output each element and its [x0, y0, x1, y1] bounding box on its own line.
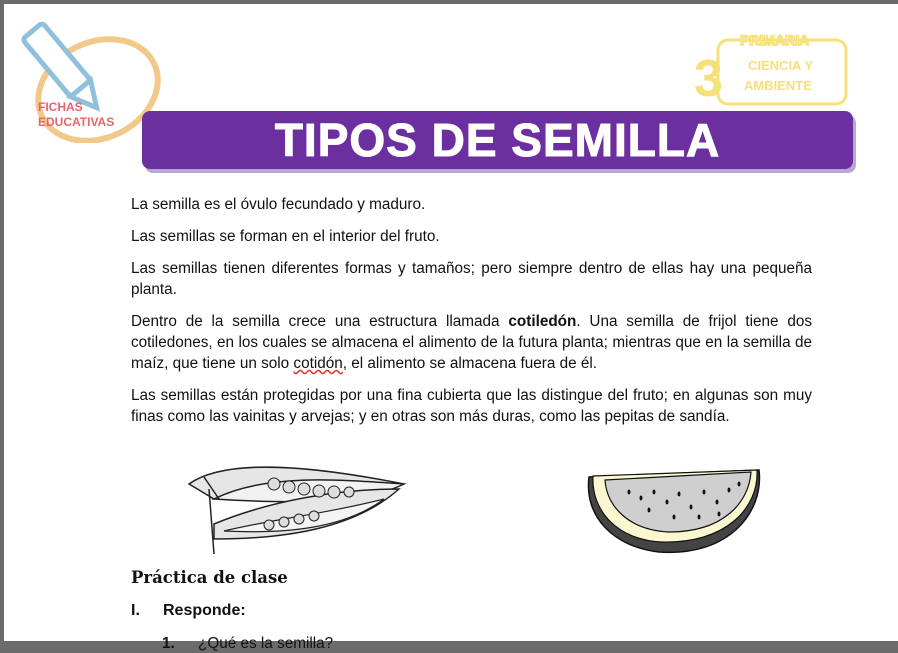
paragraph: Las semillas tienen diferentes formas y tamaños; pero siempre dentro de ellas hay una pequeña planta. — [131, 260, 812, 298]
svg-text:3: 3 — [694, 50, 723, 108]
misspelled-word[interactable]: cotidón — [293, 355, 343, 372]
paragraph: Las semillas se forman en el interior del fruto. — [131, 228, 440, 245]
paragraph — [131, 311, 812, 374]
question-1 — [162, 635, 333, 653]
paragraph: Las semillas están protegidas por una fina cubierta que las distingue del fruto; en algunas son muy finas como las vainitas y arvejas; y en otras son más duras, como las pepitas de sandía. — [131, 387, 812, 425]
document-page — [4, 4, 898, 652]
section-number: I. — [131, 602, 140, 619]
svg-text:PRIMARIA: PRIMARIA — [740, 32, 810, 48]
text: Dentro de la semilla crece una estructura llamada — [131, 313, 509, 330]
practice-heading: Práctica de clase — [131, 568, 288, 587]
watermelon-slice-illustration — [579, 462, 769, 557]
grade-badge — [692, 32, 852, 108]
question-text: ¿Qué es la semilla? — [198, 635, 334, 652]
text: , el alimento se almacena fuera de él. — [342, 355, 597, 372]
section-respond — [131, 602, 246, 620]
svg-text:AMBIENTE: AMBIENTE — [744, 78, 812, 93]
document-body — [131, 194, 812, 438]
section-label: Responde: — [163, 602, 246, 619]
paragraph: La semilla es el óvulo fecundado y maduro. — [131, 196, 426, 213]
pea-pod-illustration — [184, 459, 414, 559]
text: . Una semilla de frijol tiene dos cotiledones, en los cuales se almacena el alimento de la futura planta; mientras que en la semilla de maíz, que tiene un solo — [131, 313, 812, 372]
svg-text:EDUCATIVAS: EDUCATIVAS — [38, 115, 115, 129]
question-number: 1. — [162, 635, 175, 652]
page-title: TIPOS DE SEMILLA — [274, 114, 721, 166]
svg-text:CIENCIA Y: CIENCIA Y — [748, 58, 814, 73]
title-banner — [142, 111, 853, 169]
svg-text:FICHAS: FICHAS — [38, 100, 83, 114]
bold-term: cotiledón — [508, 313, 577, 330]
